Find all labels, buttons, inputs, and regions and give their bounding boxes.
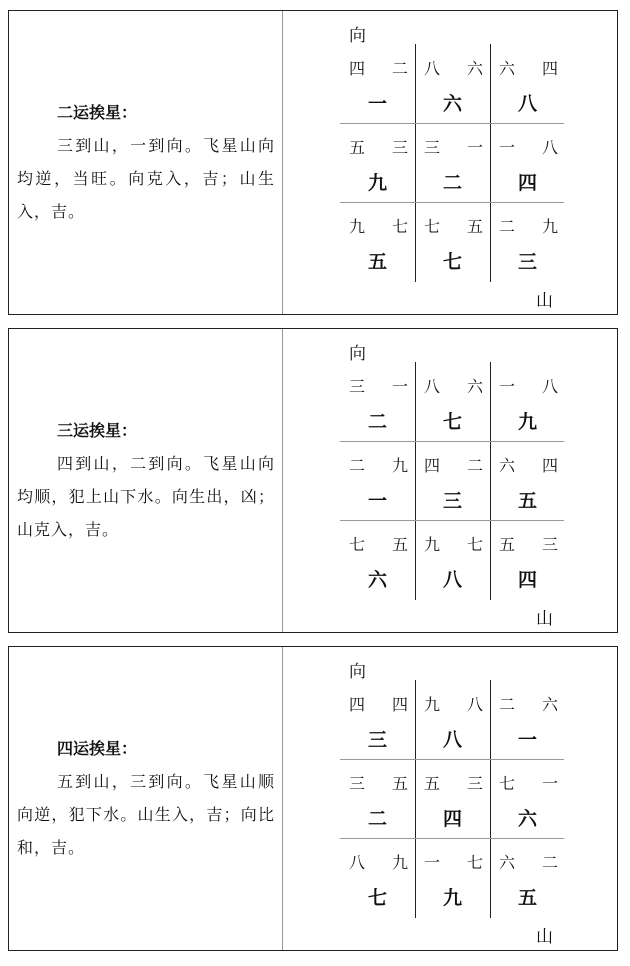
grid-horizontal-line	[340, 441, 564, 442]
cell-star-pair	[490, 453, 565, 476]
period-star: 一	[367, 490, 387, 512]
facing-star: 三	[541, 535, 558, 554]
mountain-star: 六	[499, 59, 516, 78]
cell-star-pair	[415, 374, 490, 397]
column-divider	[282, 647, 283, 950]
period-star: 五	[517, 887, 537, 909]
star-chart-panel	[8, 328, 618, 633]
panel-body: 四到山，二到向。飞星山向均顺，犯上山下水。向生出，凶；山克入，吉。	[17, 454, 275, 539]
mountain-star: 八	[349, 853, 366, 872]
mountain-star: 一	[424, 853, 441, 872]
facing-star: 七	[391, 217, 408, 236]
grid-cell	[415, 362, 490, 441]
cell-star-pair	[340, 374, 415, 397]
grid-cell	[340, 520, 415, 599]
mountain-star: 二	[499, 217, 516, 236]
grid-cell	[340, 759, 415, 838]
panel-title: 三运挨星：	[57, 421, 138, 440]
period-star: 三	[367, 729, 387, 751]
mountain-star: 七	[424, 217, 441, 236]
cell-star-pair	[490, 532, 565, 555]
cell-star-pair	[415, 850, 490, 873]
period-star: 六	[517, 808, 537, 830]
cell-star-pair	[490, 374, 565, 397]
grid-horizontal-line	[340, 520, 564, 521]
star-chart-panel	[8, 646, 618, 951]
period-star: 七	[442, 251, 462, 273]
period-star: 七	[442, 411, 462, 433]
direction-label: 向	[349, 344, 366, 364]
grid-vertical-line	[490, 362, 491, 600]
facing-star: 一	[541, 774, 558, 793]
grid-cell	[415, 44, 490, 123]
grid-cell	[415, 123, 490, 202]
mountain-star: 四	[349, 695, 366, 714]
mountain-star: 九	[349, 217, 366, 236]
grid-cell	[340, 441, 415, 520]
facing-star: 二	[466, 456, 483, 475]
nine-palace-grid	[340, 44, 564, 282]
mountain-star: 二	[349, 456, 366, 475]
period-star: 一	[517, 729, 537, 751]
grid-cell	[415, 441, 490, 520]
cell-star-pair	[490, 771, 565, 794]
cell-star-pair	[340, 532, 415, 555]
cell-star-pair	[490, 850, 565, 873]
facing-star: 六	[541, 695, 558, 714]
mountain-star: 五	[349, 138, 366, 157]
nine-palace-grid	[340, 362, 564, 600]
facing-star: 六	[466, 59, 483, 78]
facing-star: 八	[541, 138, 558, 157]
cell-star-pair	[415, 453, 490, 476]
cell-star-pair	[415, 692, 490, 715]
grid-cell	[490, 362, 565, 441]
mountain-star: 九	[424, 695, 441, 714]
period-star: 八	[517, 93, 537, 115]
facing-star: 二	[391, 59, 408, 78]
grid-cell	[490, 838, 565, 917]
column-divider	[282, 329, 283, 632]
facing-star: 五	[391, 774, 408, 793]
cell-star-pair	[340, 214, 415, 237]
grid-vertical-line	[415, 44, 416, 282]
facing-star: 五	[466, 217, 483, 236]
mountain-star: 八	[424, 59, 441, 78]
grid-horizontal-line	[340, 838, 564, 839]
period-star: 三	[517, 251, 537, 273]
cell-star-pair	[415, 532, 490, 555]
period-star: 四	[442, 808, 462, 830]
grid-vertical-line	[490, 680, 491, 918]
mountain-star: 七	[499, 774, 516, 793]
mountain-star: 六	[499, 456, 516, 475]
period-star: 六	[442, 93, 462, 115]
mountain-star: 二	[499, 695, 516, 714]
cell-star-pair	[340, 135, 415, 158]
period-star: 二	[367, 411, 387, 433]
cell-star-pair	[340, 850, 415, 873]
facing-star: 九	[391, 853, 408, 872]
cell-star-pair	[340, 453, 415, 476]
period-star: 三	[442, 490, 462, 512]
grid-cell	[490, 680, 565, 759]
mountain-star: 九	[424, 535, 441, 554]
facing-star: 九	[391, 456, 408, 475]
facing-star: 一	[391, 377, 408, 396]
panel-title: 四运挨星：	[57, 739, 138, 758]
grid-cell	[415, 838, 490, 917]
grid-vertical-line	[415, 362, 416, 600]
mountain-label: 山	[536, 609, 553, 629]
grid-cell	[340, 44, 415, 123]
grid-cell	[415, 202, 490, 281]
facing-star: 七	[466, 853, 483, 872]
cell-star-pair	[340, 692, 415, 715]
cell-star-pair	[490, 135, 565, 158]
column-divider	[282, 11, 283, 314]
facing-star: 三	[466, 774, 483, 793]
period-star: 五	[517, 490, 537, 512]
cell-star-pair	[490, 692, 565, 715]
period-star: 一	[367, 93, 387, 115]
direction-label: 向	[349, 662, 366, 682]
period-star: 九	[442, 887, 462, 909]
cell-star-pair	[415, 214, 490, 237]
facing-star: 四	[541, 456, 558, 475]
grid-horizontal-line	[340, 123, 564, 124]
facing-star: 八	[541, 377, 558, 396]
grid-cell	[490, 441, 565, 520]
mountain-star: 五	[499, 535, 516, 554]
period-star: 二	[442, 172, 462, 194]
grid-cell	[490, 123, 565, 202]
facing-star: 七	[466, 535, 483, 554]
mountain-star: 三	[349, 774, 366, 793]
mountain-star: 八	[424, 377, 441, 396]
facing-star: 一	[466, 138, 483, 157]
panel-body: 三到山，一到向。飞星山向均逆，当旺。向克入，吉；山生入，吉。	[17, 136, 275, 221]
panel-body: 五到山，三到向。飞星山顺向逆，犯下水。山生入，吉；向比和，吉。	[17, 772, 275, 857]
grid-cell	[490, 520, 565, 599]
grid-cell	[340, 362, 415, 441]
facing-star: 八	[466, 695, 483, 714]
cell-star-pair	[490, 56, 565, 79]
facing-star: 四	[391, 695, 408, 714]
mountain-star: 四	[349, 59, 366, 78]
mountain-star: 一	[499, 377, 516, 396]
cell-star-pair	[340, 771, 415, 794]
direction-label: 向	[349, 26, 366, 46]
period-star: 九	[367, 172, 387, 194]
grid-cell	[340, 202, 415, 281]
mountain-star: 七	[349, 535, 366, 554]
period-star: 四	[517, 172, 537, 194]
grid-cell	[415, 759, 490, 838]
grid-cell	[415, 680, 490, 759]
mountain-star: 三	[349, 377, 366, 396]
grid-cell	[490, 202, 565, 281]
mountain-star: 五	[424, 774, 441, 793]
period-star: 四	[517, 569, 537, 591]
grid-horizontal-line	[340, 202, 564, 203]
facing-star: 三	[391, 138, 408, 157]
grid-vertical-line	[490, 44, 491, 282]
cell-star-pair	[415, 135, 490, 158]
description-text	[17, 96, 275, 228]
grid-horizontal-line	[340, 759, 564, 760]
period-star: 六	[367, 569, 387, 591]
description-text	[17, 414, 275, 546]
mountain-label: 山	[536, 291, 553, 311]
facing-star: 四	[541, 59, 558, 78]
period-star: 七	[367, 887, 387, 909]
mountain-star: 四	[424, 456, 441, 475]
period-star: 九	[517, 411, 537, 433]
grid-cell	[490, 759, 565, 838]
period-star: 八	[442, 729, 462, 751]
grid-cell	[340, 123, 415, 202]
period-star: 五	[367, 251, 387, 273]
cell-star-pair	[415, 771, 490, 794]
mountain-star: 一	[499, 138, 516, 157]
nine-palace-grid	[340, 680, 564, 918]
grid-cell	[340, 838, 415, 917]
mountain-star: 三	[424, 138, 441, 157]
description-text	[17, 732, 275, 864]
period-star: 二	[367, 808, 387, 830]
cell-star-pair	[490, 214, 565, 237]
period-star: 八	[442, 569, 462, 591]
cell-star-pair	[340, 56, 415, 79]
grid-vertical-line	[415, 680, 416, 918]
facing-star: 二	[541, 853, 558, 872]
grid-cell	[415, 520, 490, 599]
mountain-label: 山	[536, 927, 553, 947]
facing-star: 九	[541, 217, 558, 236]
facing-star: 六	[466, 377, 483, 396]
panel-title: 二运挨星：	[57, 103, 138, 122]
mountain-star: 六	[499, 853, 516, 872]
cell-star-pair	[415, 56, 490, 79]
star-chart-panel	[8, 10, 618, 315]
grid-cell	[490, 44, 565, 123]
grid-cell	[340, 680, 415, 759]
facing-star: 五	[391, 535, 408, 554]
